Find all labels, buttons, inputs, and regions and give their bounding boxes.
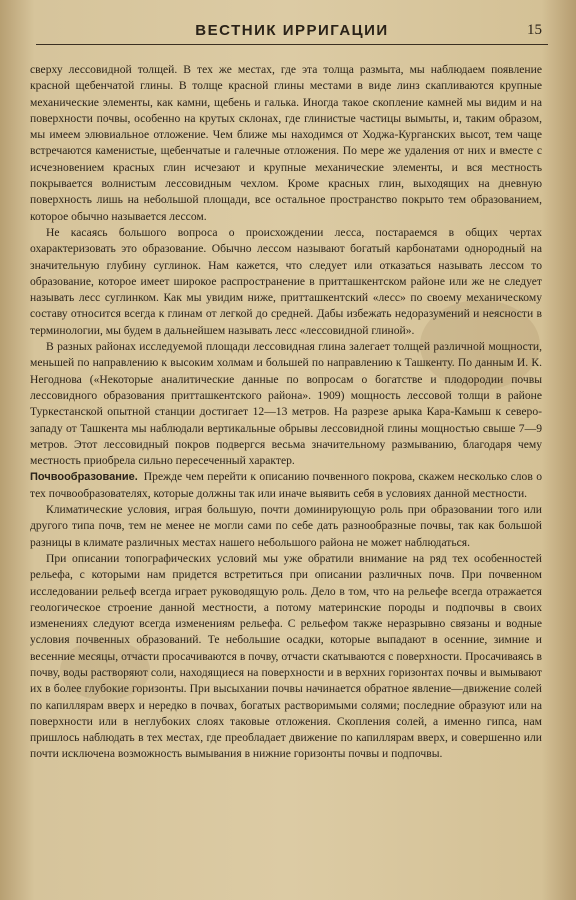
article-body xyxy=(30,62,542,886)
paragraph: сверху лессовидной толщей. В тех же местах, где эта толща размыта, мы наблюдаем появление красной щебенчатой глины. В толще красной глины местами в виде линз скапливаются крупные механические элементы, как камни, щебень и галька. Иногда такое скопление камней мы видим и на поверхности почвы, особенно на крутых склонах, где глинистые частицы вымыты, и, таким образом, мы имеем элювиальное отложение. Чем ближе мы находимся от Ходжа-Курганских высот, тем чаще встречаются каменистые, щебенчатые и галечные отложения. По мере же удаления от них и вместе с исчезновением красных глин исчезают и крупные механические элементы, и вся местность покрывается волнистым лессовидным чехлом. Кроме красных глин, выходящих на дневную поверхность лишь на небольшой площади, все остальное пространство покрыто тем образованием, которое обычно называется лессом. xyxy=(30,63,542,223)
journal-title: ВЕСТНИК ИРРИГАЦИИ xyxy=(195,22,389,39)
paragraph-text: Прежде чем перейти к описанию почвенного покрова, скажем несколько слов о тех почвообразователях, которые должны так или иначе выявить себя в условиях данной местности. xyxy=(30,470,542,500)
paragraph: Климатические условия, играя большую, почти доминирующую роль при образовании того или другого типа почв, тем не менее не могли сами по себе дать разнообразные почвы, так как большой разницы в климате различных местах нашего небольшого района не может наблюдаться. xyxy=(30,503,542,549)
paragraph: При описании топографических условий мы уже обратили внимание на ряд тех особенностей рельефа, с которыми нам придется встретиться при описании различных почв. При почвенном исследовании рельеф всегда играет руководящую роль. Дело в том, что на рельефе всегда отражается геологическое строение данной местности, а потому материнские породы и подпочвы в своих изменениях следуют всегда изменениям рельефа. С рельефом также неразрывно связаны и водные условия почвенных образований. Те небольшие осадки, которые выпадают в осенние, зимние и весенние месяцы, отчасти просачиваются в почву, отчасти скатываются с поверхности. Просачиваясь в почву, воды растворяют соли, находящиеся на поверхности и в верхних горизонтах почвы и вымывают их в более глубокие горизонты. При высыхании почвы начинается обратное явление—движение солей по капиллярам вверх и нередко в почвах, богатых растворимыми солями; последние образуют или на поверхности или в неглубоких слоях таковые отложения. Скопления солей, а именно гипса, нам пришлось наблюдать в тех местах, где преобладает движение по капиллярам вверх, и совершенно или почти исключена возможность вымывания в нижние горизонты почвы и подпочвы. xyxy=(30,551,542,761)
section-heading: Почвообразование. xyxy=(30,471,138,484)
section-paragraph xyxy=(30,469,542,502)
running-header xyxy=(36,18,548,45)
paragraph: Не касаясь большого вопроса о происхождении лесса, постараемся в общих чертах охарактеризовать это образование. Обычно лессом называют богатый карбонатами однородный на значительную глубину суглинок. Нам кажется, что следует или отказаться называть лессом то образование, которое имеет широкое распространение в притташкентском районе или же не следует называть лесс суглинком. Как мы увидим ниже, притташкентский «лесс» по своему механическому составу относится всегда к глинам от легкой до средней. Дабы избежать недоразумений и неясности в терминологии, мы будем в дальнейшем называть лесс «лессовидной глиной». xyxy=(30,225,542,337)
paragraph: В разных районах исследуемой площади лессовидная глина залегает толщей различной мощности, меньшей по направлению к высоким холмам и большей по направлению к Ташкенту. По данным И. К. Негоднова («Некоторые аналитические данные по вопросам о богатстве и плодородии почвы лессовидного образования притташкентского района». 1909) мощность лессовой толщи в районе Туркестанской опытной станции достигает 12—13 метров. На разрезе арыка Кара-Камыш к северо-западу от Ташкента мы наблюдали вертикальные обрывы лессовидной глины мощностью свыше 7—9 метров. Этот лессовидный покров подвергся весьма значительному размыванию, благодаря чему местность приобрела сильно пересеченный характер. xyxy=(30,340,542,468)
page-number: 15 xyxy=(527,22,542,38)
